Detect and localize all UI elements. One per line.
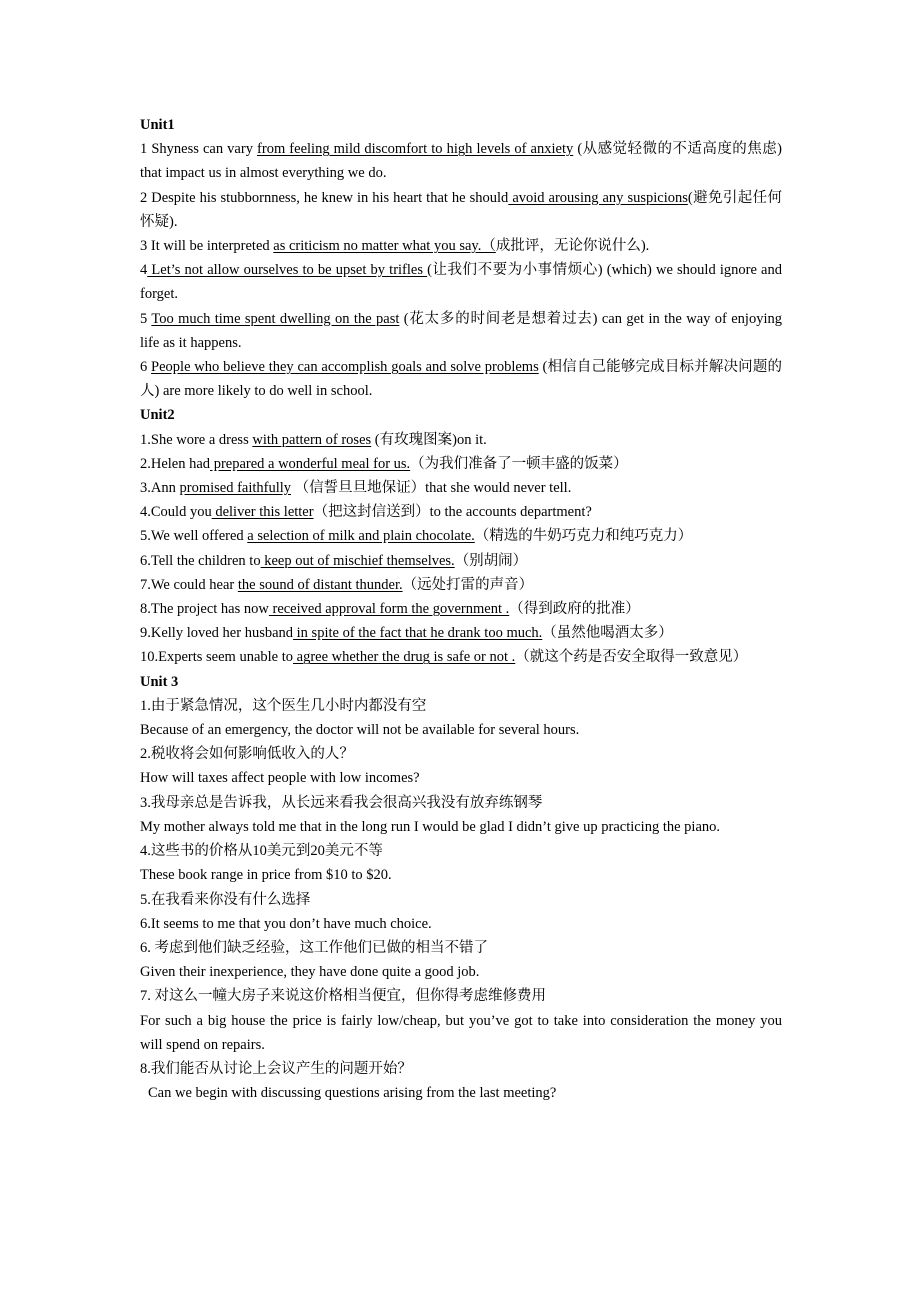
unit-1-item-1: 1 Shyness can vary from feeling mild discomfort to high levels of anxiety (从感觉轻微的不适高度的焦虑) that impact us in almost everything we do.: [140, 141, 783, 182]
unit-3-english-8: Can we begin with discussing questions arising from the last meeting?: [148, 1085, 557, 1102]
unit-3-chinese-3: 3.我母亲总是告诉我，从长远来看我会很高兴我没有放弃练钢琴: [140, 794, 543, 811]
unit-1-item-6: 6 People who believe they can accomplish goals and solve problems (相信自己能够完成目标并解决问题的人) are more likely to do well in school.: [140, 359, 783, 400]
unit-3-english-2: How will taxes affect people with low incomes?: [140, 770, 420, 787]
unit-2-item-7: 7.We could hear the sound of distant thunder.（远处打雷的声音）: [140, 576, 534, 593]
unit-2-item-9: 9.Kelly loved her husband in spite of the fact that he drank too much.（虽然他喝酒太多）: [140, 625, 673, 642]
unit-2-title: Unit2: [140, 407, 175, 424]
unit-3-title: Unit 3: [140, 673, 179, 690]
unit-3-section: [140, 670, 782, 1106]
unit-2-item-4: 4.Could you deliver this letter（把这封信送到）to the accounts department?: [140, 504, 592, 521]
unit-1-item-2: 2 Despite his stubbornness, he knew in his heart that he should avoid arousing any suspicions(避免引起任何怀疑).: [140, 189, 783, 230]
unit-3-english-7: For such a big house the price is fairly low/cheap, but you’ve got to take into consideration the money you will spend on repairs.: [140, 1012, 782, 1053]
unit-3-english-5: 6.It seems to me that you don’t have much choice.: [140, 915, 432, 932]
unit-3-chinese-2: 2.税收将会如何影响低收入的人？: [140, 746, 354, 763]
unit-2-section: [140, 403, 782, 669]
unit-1-title: Unit1: [140, 117, 175, 133]
unit-2-item-2: 2.Helen had prepared a wonderful meal for us.（为我们准备了一顿丰盛的饭菜）: [140, 455, 628, 472]
unit-3-chinese-4: 4.这些书的价格从10美元到20美元不等: [140, 843, 383, 860]
unit-1-item-5: 5 Too much time spent dwelling on the past (花太多的时间老是想着过去) can get in the way of enjoying life as it happens.: [140, 310, 782, 351]
unit-3-chinese-1: 1.由于紧急情况，这个医生几小时内都没有空: [140, 697, 427, 714]
unit-1-item-4: 4 Let’s not allow ourselves to be upset by trifles (让我们不要为小事情烦心) (which) we should ignore and forget.: [140, 262, 782, 303]
unit-2-item-3: 3.Ann promised faithfully （信誓旦旦地保证）that she would never tell.: [140, 480, 572, 497]
unit-2-item-6: 6.Tell the children to keep out of mischief themselves.（别胡闹）: [140, 552, 528, 569]
unit-1-section: [140, 113, 782, 403]
unit-2-item-10: 10.Experts seem unable to agree whether the drug is safe or not .（就这个药是否安全取得一致意见）: [140, 649, 748, 666]
unit-3-english-1: Because of an emergency, the doctor will not be available for several hours.: [140, 722, 580, 739]
unit-3-chinese-7: 7. 对这么一幢大房子来说这价格相当便宜，但你得考虑维修费用: [140, 988, 546, 1005]
unit-3-chinese-6: 6. 考虑到他们缺乏经验，这工作他们已做的相当不错了: [140, 939, 488, 956]
unit-3-chinese-8: 8.我们能否从讨论上会议产生的问题开始？: [140, 1060, 412, 1077]
unit-3-english-6: Given their inexperience, they have done quite a good job.: [140, 964, 480, 981]
unit-2-item-8: 8.The project has now received approval form the government .（得到政府的批准）: [140, 601, 640, 618]
unit-2-item-1: 1.She wore a dress with pattern of roses (有玫瑰图案)on it.: [140, 431, 487, 448]
unit-3-english-4: These book range in price from $10 to $20.: [140, 867, 392, 884]
unit-2-item-5: 5.We well offered a selection of milk and plain chocolate.（精选的牛奶巧克力和纯巧克力）: [140, 528, 693, 545]
unit-1-item-3: 3 It will be interpreted as criticism no matter what you say.（成批评，无论你说什么).: [140, 238, 650, 255]
unit-3-english-3: My mother always told me that in the long run I would be glad I didn’t give up practicing the piano.: [140, 818, 721, 835]
document-page: [140, 113, 782, 1105]
unit-3-chinese-5: 5.在我看来你没有什么选择: [140, 891, 311, 908]
